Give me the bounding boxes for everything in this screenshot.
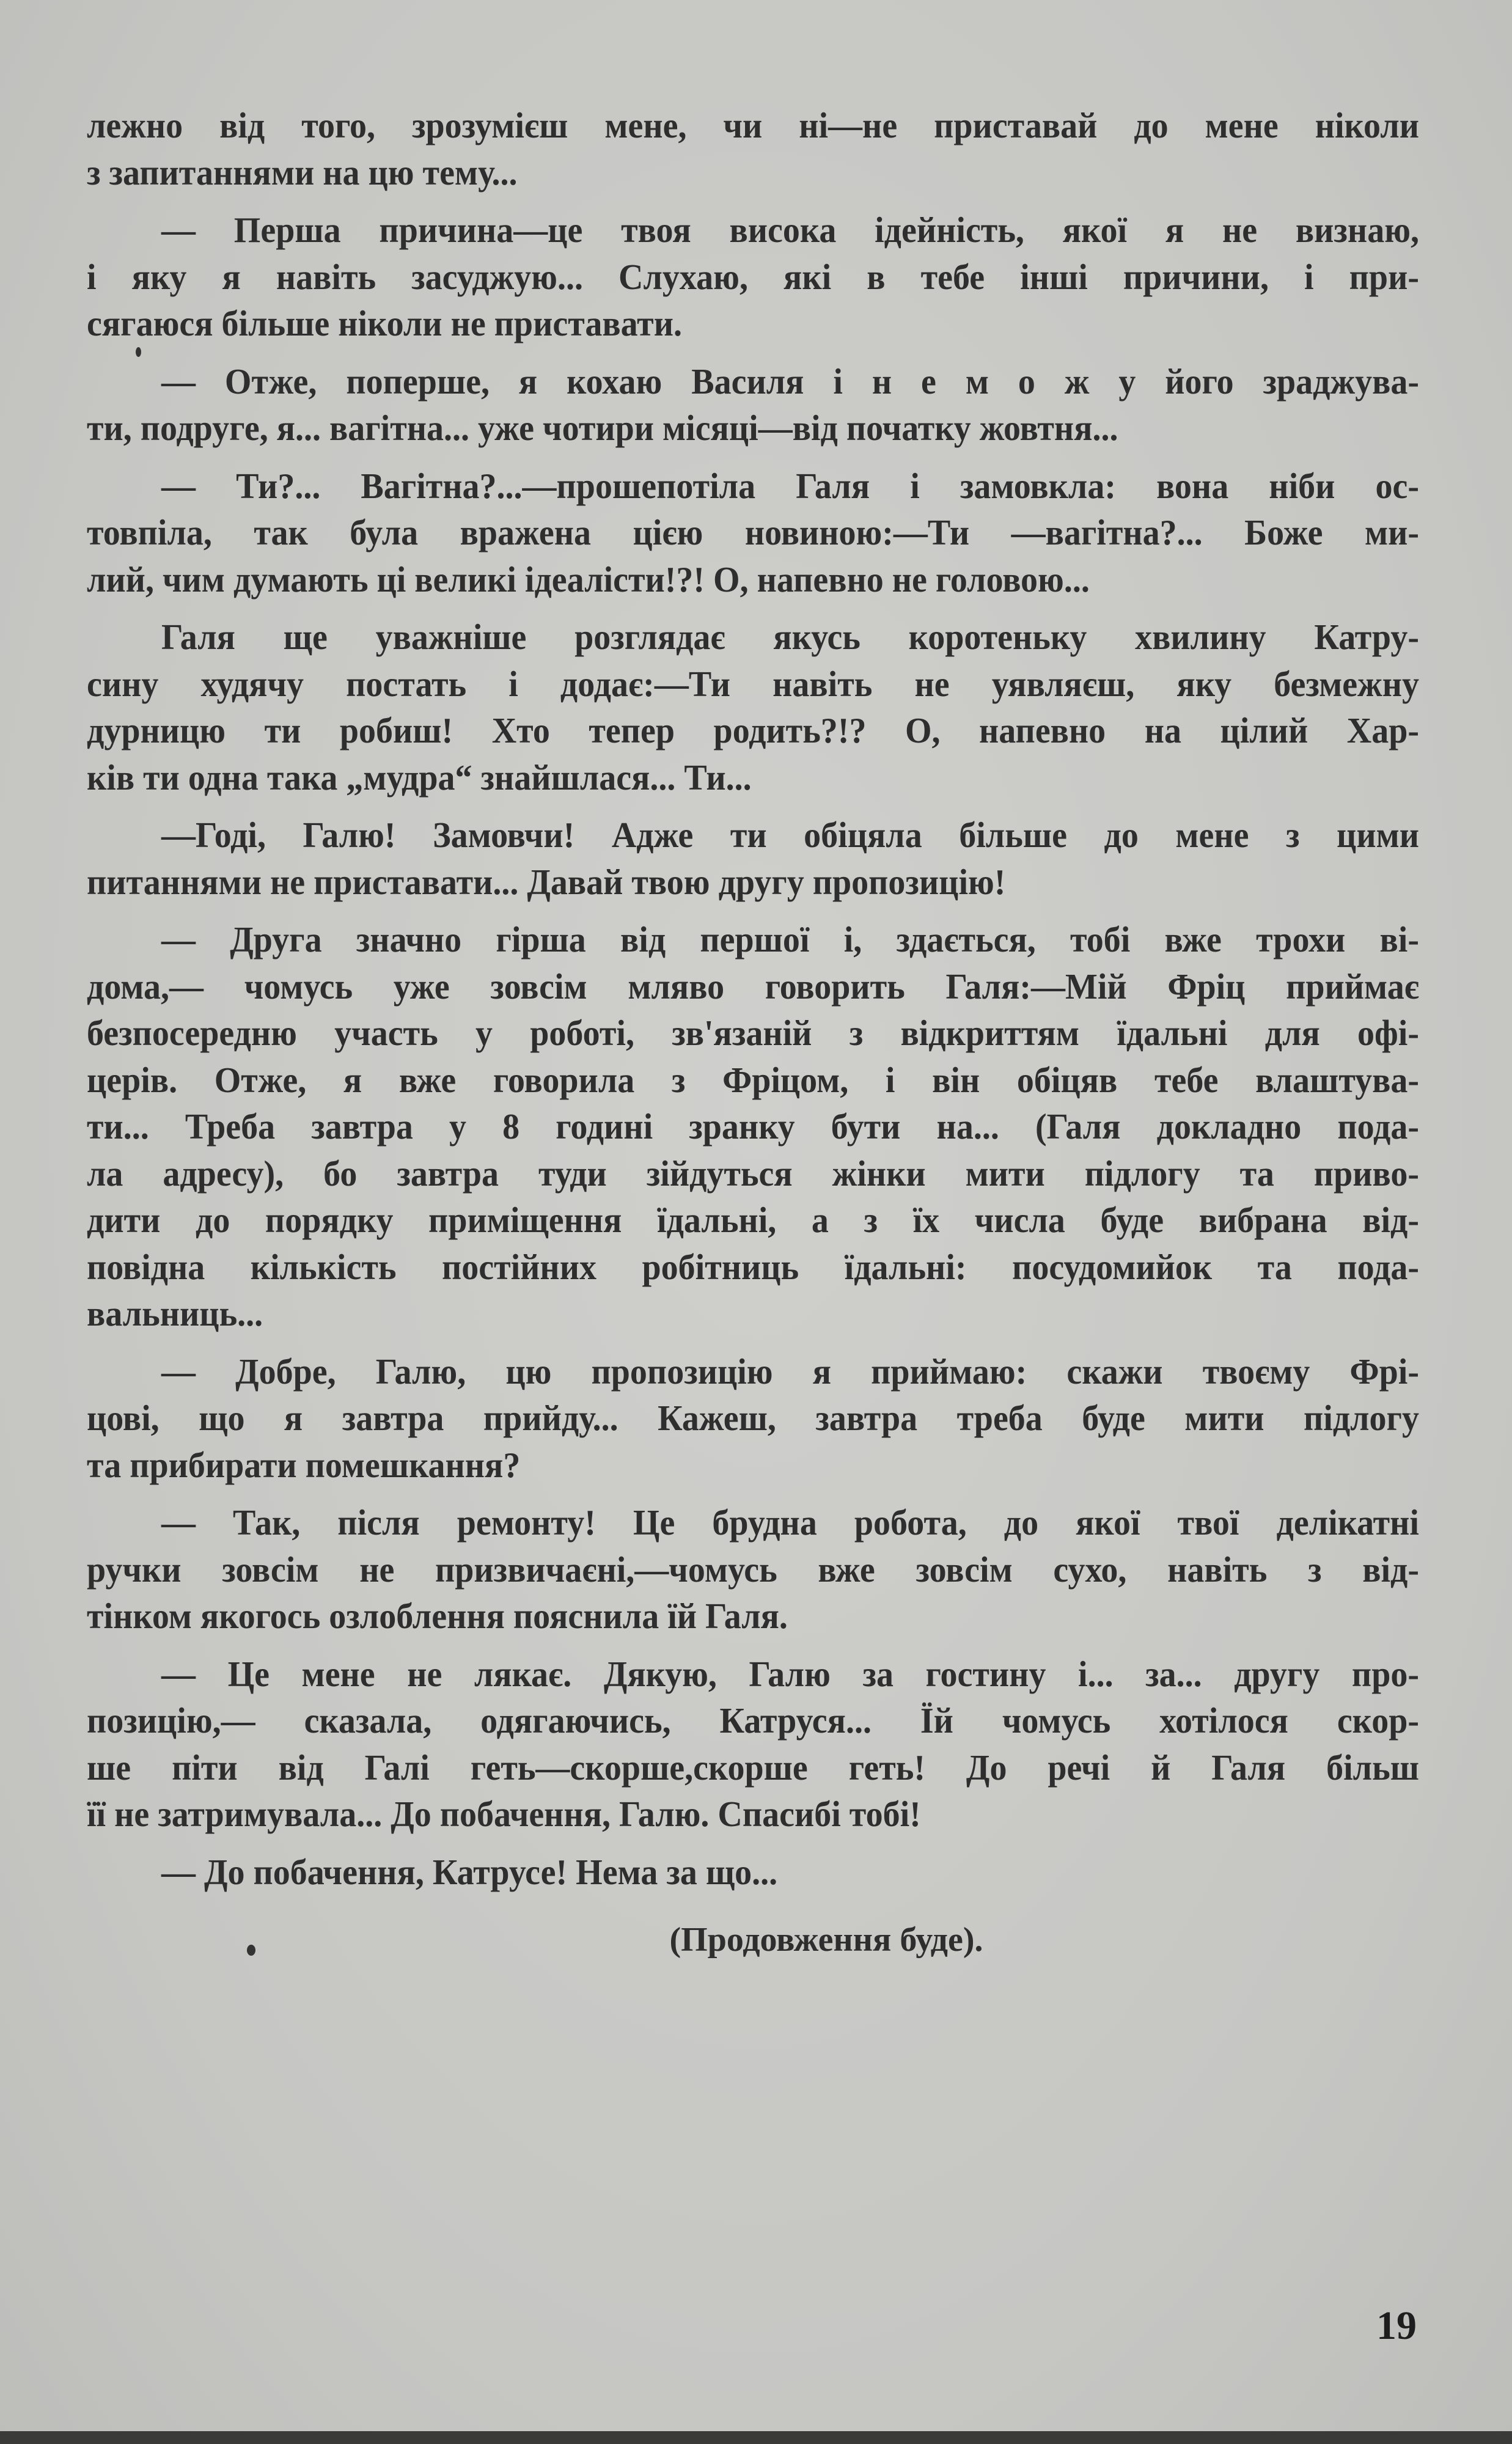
- body-text: [87, 103, 1419, 1907]
- text-line: повідна кількість постійних робітниць їдальні: посудомийок та пода-: [87, 1247, 1419, 1288]
- text-line: ти... Треба завтра у 8 годині зранку бути на... (Галя докладно пода-: [87, 1107, 1419, 1147]
- text-line: — Перша причина—це твоя висока ідейність, якої я не визнаю,: [161, 210, 1419, 251]
- page-number: 19: [1376, 2303, 1417, 2348]
- text-line: з запитаннями на цю тему...: [87, 152, 518, 193]
- paragraph: [87, 917, 1419, 1338]
- paragraph: [87, 1849, 1419, 1896]
- paragraph: [87, 614, 1419, 801]
- text-line: питаннями не приставати... Давай твою другу пропозицію!: [87, 862, 1006, 903]
- text-line: ла адресу), бо завтра туди зійдуться жінки мити підлогу та приво-: [87, 1153, 1419, 1194]
- ink-speck: [247, 1945, 255, 1956]
- text-line: сягаюся більше ніколи не приставати.: [87, 304, 682, 344]
- text-line: її не затримувала... До побачення, Галю. Спасибі тобі!: [87, 1794, 921, 1835]
- text-line: тінком якогось озлоблення пояснила їй Галя.: [87, 1596, 788, 1637]
- text-line: ків ти одна така „мудра“ знайшлася... Ти...: [87, 757, 752, 798]
- continuation-note: (Продовження буде).: [669, 1921, 983, 1959]
- text-line: лежно від того, зрозумієш мене, чи ні—не приставай до мене ніколи: [87, 106, 1419, 146]
- text-line: — Добре, Галю, цю пропозицію я приймаю: скажи твоєму Фрі-: [161, 1351, 1419, 1392]
- page-edge: [0, 2431, 1512, 2444]
- text-line: церів. Отже, я вже говорила з Фріцом, і він обіцяв тебе влаштува-: [87, 1060, 1419, 1101]
- text-line: товпіла, так була вражена цією новиною:—Ти —вагітна?... Боже ми-: [87, 513, 1419, 553]
- text-line: ручки зовсім не призвичаєні,—чомусь вже зовсім сухо, навіть з від-: [87, 1549, 1419, 1590]
- text-line: — Друга значно гірша від першої і, здається, тобі вже трохи ві-: [161, 920, 1419, 960]
- paragraph: [87, 1651, 1419, 1838]
- text-line: позицію,— сказала, одягаючись, Катруся... Їй чомусь хотілося скор-: [87, 1701, 1419, 1741]
- text-line: дити до порядку приміщення їдальні, а з їх числа буде вибрана від-: [87, 1200, 1419, 1241]
- text-line: — Так, після ремонту! Це брудна робота, до якої твої делікатні: [161, 1503, 1419, 1543]
- text-line: ше піти від Галі геть—скорше,скорше геть! До речі й Галя більш: [87, 1747, 1419, 1788]
- paragraph: [87, 463, 1419, 604]
- paragraph: [87, 1349, 1419, 1489]
- text-line: і яку я навіть засуджую... Слухаю, які в тебе інші причини, і при-: [87, 257, 1419, 298]
- text-line: — До побачення, Катрусе! Нема за що...: [161, 1852, 778, 1893]
- text-line: —Годі, Галю! Замовчи! Адже ти обіцяла більше до мене з цими: [161, 815, 1419, 856]
- text-line: та прибирати помешкання?: [87, 1445, 521, 1486]
- text-line: — Це мене не лякає. Дякую, Галю за гостину і... за... другу про-: [161, 1654, 1419, 1695]
- text-line: цові, що я завтра прийду... Кажеш, завтра треба буде мити підлогу: [87, 1398, 1419, 1439]
- paragraph: [87, 359, 1419, 452]
- text-line: — Отже, поперше, я кохаю Василя і н е м о ж у його зраджува-: [161, 361, 1419, 402]
- paragraph: [87, 812, 1419, 906]
- text-line: — Ти?... Вагітна?...—прошепотіла Галя і замовкла: вона ніби ос-: [161, 466, 1419, 507]
- paragraph: [87, 1500, 1419, 1640]
- text-line: сину худячу постать і додає:—Ти навіть не уявляєш, яку безмежну: [87, 664, 1419, 705]
- paragraph: [87, 207, 1419, 348]
- text-line: дурницю ти робиш! Хто тепер родить?!? О, напевно на цілий Хар-: [87, 711, 1419, 751]
- text-line: дома,— чомусь уже зовсім мляво говорить Галя:—Мій Фріц приймає: [87, 966, 1419, 1007]
- text-line: безпосередню участь у роботі, зв'язаній з відкриттям їдальні для офі-: [87, 1013, 1419, 1054]
- ink-speck: [136, 347, 141, 357]
- text-line: лий, чим думають ці великі ідеалісти!?! О, напевно не головою...: [87, 559, 1090, 600]
- text-line: вальниць...: [87, 1294, 263, 1334]
- paragraph: [87, 103, 1419, 196]
- text-line: ти, подруге, я... вагітна... уже чотири місяці—від початку жовтня...: [87, 408, 1118, 449]
- text-line: Галя ще уважніше розглядає якусь коротеньку хвилину Катру-: [161, 617, 1419, 658]
